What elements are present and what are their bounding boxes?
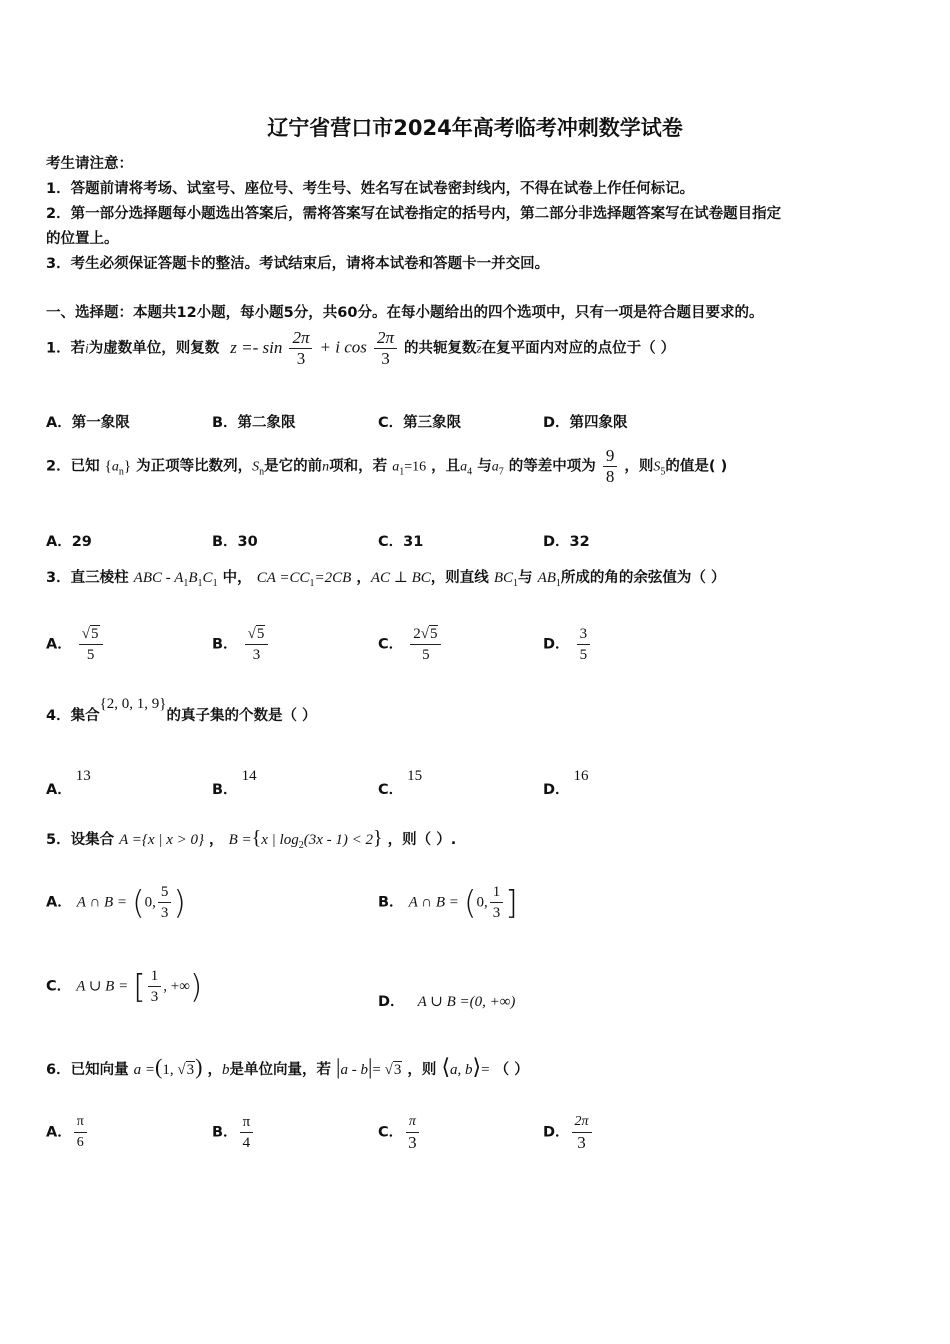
q5-option-c: C． A ∪ B = [ $\frac{1}{3}$ , +∞) — [46, 967, 203, 1006]
q5-option-a: A． A ∩ B = (0, $\frac{5}{3}$ ) — [46, 883, 186, 922]
question-5: 5．设集合 A ={x | x > 0} ， B ={x | $\log_2(3x - 1) < 2$} ，则（ ）. — [46, 827, 457, 851]
question-1: 1．若i为虚数单位，则复数 z =- sin $\frac{2\pi}{3}$ + i cos $\frac{2\pi}{3}$ 的共轭复数$\overline{z}$在复平面内对应的点位于（ ） — [46, 328, 676, 368]
q6-option-a: A． $\frac{\pi}{6}$ — [46, 1112, 89, 1153]
q5-option-d: D． A ∪ B =(0, +∞) — [378, 994, 516, 1010]
q1-option-a: A．第一象限 — [46, 415, 130, 431]
question-3: 3．直三棱柱 ABC - $A_1B_1C_1$ 中， CA $=CC_1=2CB$ ，AC ⊥ BC，则直线 $BC_1$与 $AB_1$所成的角的余弦值为（ ） — [46, 570, 726, 589]
notice-heading: 考生请注意： — [46, 156, 133, 172]
q4-option-b: B．14 — [212, 768, 257, 798]
q4-option-c: C．15 — [378, 768, 423, 798]
q3-option-b: B． $\frac{√5}{3}$ — [212, 624, 270, 665]
q4-option-a: A．13 — [46, 768, 91, 798]
notice-item-2-cont: 的位置上。 — [46, 231, 119, 247]
q6-option-c: C． $\frac{\pi}{3}$ — [378, 1112, 422, 1153]
q1-option-b: B．第二象限 — [212, 415, 296, 431]
notice-item-3: 3．考生必须保证答题卡的整洁。考试结束后，请将本试卷和答题卡一并交回。 — [46, 256, 550, 272]
q2-option-a: A．29 — [46, 534, 92, 550]
q4-option-d: D．16 — [543, 768, 589, 798]
q1-option-d: D．第四象限 — [543, 415, 628, 431]
page-title: 辽宁省营口市2024年高考临考冲刺数学试卷 — [267, 116, 683, 140]
q3-option-a: A． $\frac{√5}{5}$ — [46, 624, 105, 665]
q2-option-d: D．32 — [543, 534, 590, 550]
question-4: 4．集合{2, 0, 1, 9}的真子集的个数是（ ） — [46, 696, 317, 724]
section-heading: 一、选择题：本题共12小题，每小题5分，共60分。在每小题给出的四个选项中，只有一项是符合题目要求的。 — [46, 305, 764, 321]
q3-option-c: C． $\frac{2√5}{5}$ — [378, 624, 443, 665]
q2-option-c: C．31 — [378, 534, 424, 550]
q6-option-b: B． $\frac{\pi}{4}$ — [212, 1112, 255, 1153]
question-2: 2．已知 $\{a_n\}$ 为正项等比数列，$S_n$是它的前n项和，若 $a_1=16$ ，且$a_4$ 与$a_7$ 的等差中项为 $\frac{9}{8}$ ，则$S_5$的值是( ) — [46, 446, 728, 486]
q2-option-b: B．30 — [212, 534, 258, 550]
q5-option-b: B． A ∩ B = (0, $\frac{1}{3}$ ] — [378, 883, 518, 922]
q3-option-d: D． $\frac{3}{5}$ — [543, 624, 592, 665]
question-6: 6．已知向量 a =(1, √3) ，b是单位向量，若 |a - b|= √3 ，则 ⟨a, b⟩= （ ） — [46, 1054, 529, 1079]
q1-option-c: C．第三象限 — [378, 415, 462, 431]
q6-option-d: D． $\frac{2\pi}{3}$ — [543, 1112, 594, 1153]
notice-item-2: 2．第一部分选择题每小题选出答案后，需将答案写在试卷指定的括号内，第二部分非选择题答案写在试卷题目指定 — [46, 206, 782, 222]
notice-item-1: 1．答题前请将考场、试室号、座位号、考生号、姓名写在试卷密封线内，不得在试卷上作任何标记。 — [46, 181, 695, 197]
